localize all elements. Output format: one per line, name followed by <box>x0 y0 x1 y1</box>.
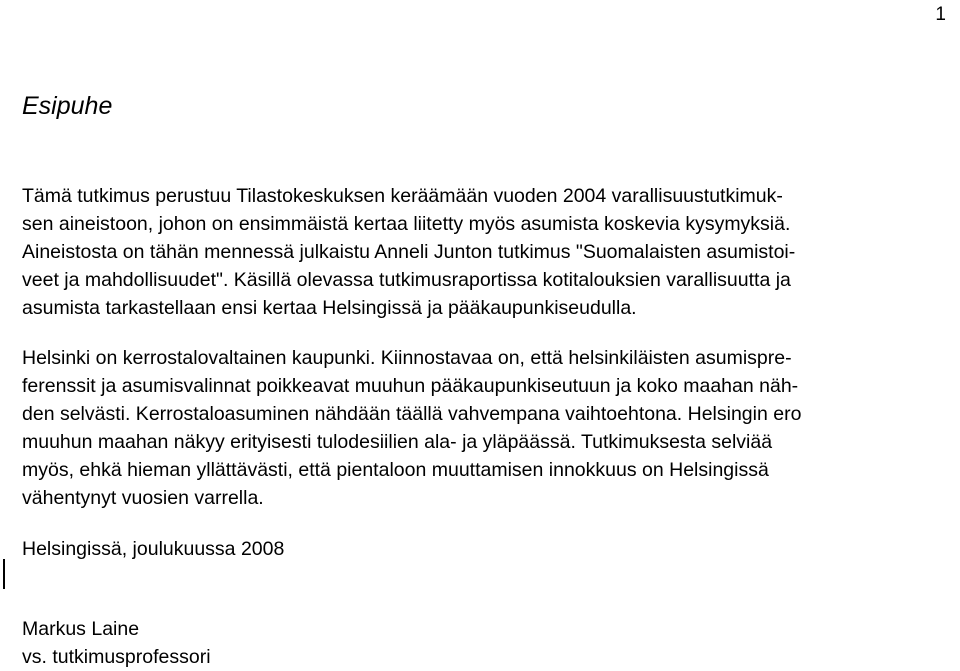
text-line: Aineistosta on tähän mennessä julkaistu Anneli Junton tutkimus "Suomalaisten asumistoi- <box>22 241 796 263</box>
signature-title: vs. tutkimusprofessori <box>22 646 211 668</box>
preface-paragraph-1 <box>22 182 952 322</box>
preface-heading: Esipuhe <box>22 92 113 120</box>
text-line: Helsinki on kerrostalovaltainen kaupunki. Kiinnostavaa on, että helsinkiläisten asumispre- <box>22 347 792 369</box>
revision-change-bar <box>3 559 5 589</box>
text-line: muuhun maahan näkyy erityisesti tulodesiilien ala- ja yläpäässä. Tutkimuksesta selviää <box>22 431 773 453</box>
text-line: sen aineistoon, johon on ensimmäistä kertaa liitetty myös asumista koskevia kysymyksiä. <box>22 213 791 235</box>
text-line: Tämä tutkimus perustuu Tilastokeskuksen keräämään vuoden 2004 varallisuustutkimuk- <box>22 185 783 207</box>
page-number: 1 <box>935 4 946 25</box>
text-line: ferenssit ja asumisvalinnat poikkeavat muuhun pääkaupunkiseutuun ja koko maahan näh- <box>22 375 799 397</box>
text-line: veet ja mahdollisuudet". Käsillä olevassa tutkimusraportissa kotitalouksien varallisuutta ja <box>22 269 791 291</box>
signature-name: Markus Laine <box>22 618 140 640</box>
place-date: Helsingissä, joulukuussa 2008 <box>22 538 285 560</box>
signature-block <box>22 615 952 671</box>
preface-paragraph-2 <box>22 344 952 512</box>
text-line: vähentynyt vuosien varrella. <box>22 487 264 509</box>
text-line: den selvästi. Kerrostaloasuminen nähdään täällä vahvempana vaihtoehtona. Helsingin ero <box>22 403 802 425</box>
text-line: myös, ehkä hieman yllättävästi, että pientaloon muuttamisen innokkuus on Helsingissä <box>22 459 769 481</box>
text-line: asumista tarkastellaan ensi kertaa Helsingissä ja pääkaupunkiseudulla. <box>22 297 637 319</box>
